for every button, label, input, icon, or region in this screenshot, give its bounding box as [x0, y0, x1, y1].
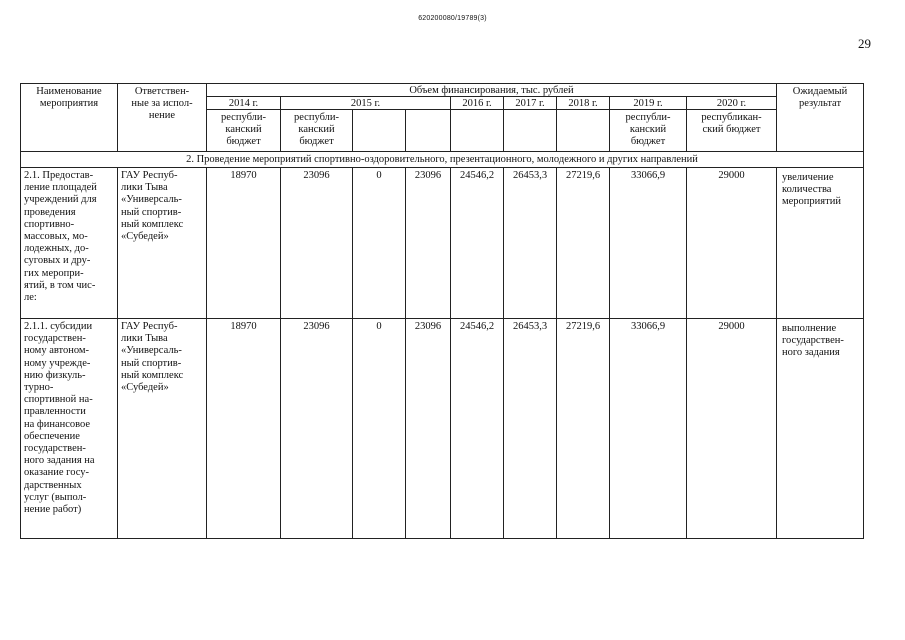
year-2014: 2014 г. — [228, 98, 259, 109]
value-2015-budget: 23096 — [303, 170, 330, 181]
value-2020: 29000 — [718, 170, 745, 181]
value-2015-col3: 23096 — [414, 170, 442, 181]
year-2016: 2016 г. — [462, 98, 492, 109]
value-2019: 33066,9 — [630, 170, 666, 181]
row-result: увеличение количества мероприятий — [782, 172, 841, 208]
value-2018: 27219,6 — [565, 321, 601, 332]
header-funding: Объем финансирования, тыс. рублей — [409, 85, 574, 96]
year-2015: 2015 г. — [350, 98, 381, 109]
row-name: 2.1. Предостав- ление площадей учреждений для проведения спортивно- массовых, мо- лодежных, до- суговых и дру- гих меропри- ятий, в том чис- ле: — [24, 170, 97, 304]
year-2018: 2018 г. — [568, 98, 598, 109]
value-2015-col2: 0 — [376, 321, 382, 332]
value-2017: 26453,3 — [512, 170, 548, 181]
value-2019: 33066,9 — [630, 321, 666, 332]
value-2015-budget: 23096 — [303, 321, 330, 332]
value-2014: 18970 — [230, 170, 257, 181]
header-responsible-column: Ответствен- ные за испол- нение — [131, 86, 193, 122]
subheader-2019-budget: республи- канский бюджет — [625, 112, 671, 148]
subheader-2015-budget: республи- канский бюджет — [294, 112, 339, 148]
row-result: выполнение государствен- ного задания — [782, 323, 844, 359]
subheader-2020-budget: республикан- ский бюджет — [701, 112, 762, 136]
value-2016: 24546,2 — [459, 170, 495, 181]
header-name-column: Наименование мероприятия — [36, 86, 102, 110]
value-2017: 26453,3 — [512, 321, 548, 332]
year-2017: 2017 г. — [515, 98, 545, 109]
year-2019: 2019 г. — [633, 98, 663, 109]
subheader-2014-budget: республи- канский бюджет — [221, 112, 266, 148]
row-responsible: ГАУ Респуб- лики Тыва «Универсаль- ный спортив- ный комплекс «Субедей» — [121, 170, 184, 243]
row-responsible: ГАУ Респуб- лики Тыва «Универсаль- ный спортив- ный комплекс «Субедей» — [121, 321, 184, 394]
document-id: 620200080/19789(3) — [418, 15, 487, 22]
value-2016: 24546,2 — [459, 321, 495, 332]
value-2020: 29000 — [718, 321, 745, 332]
year-2020: 2020 г. — [716, 98, 747, 109]
value-2014: 18970 — [230, 321, 257, 332]
section-title: 2. Проведение мероприятий спортивно-оздоровительного, презентационного, молодежного и других направлений — [186, 154, 698, 165]
value-2015-col2: 0 — [376, 170, 382, 181]
row-name: 2.1.1. субсидии государствен- ному автоном- ному учрежде- нию физкуль- турно- спортивной на- правленности на финансовое обеспечение государствен- ного задания на оказание госу- дарственных услуг (выпол- нение работ) — [24, 321, 95, 516]
value-2018: 27219,6 — [565, 170, 601, 181]
value-2015-col3: 23096 — [414, 321, 442, 332]
header-result-column: Ожидаемый результат — [792, 86, 848, 110]
page-number: 29 — [858, 36, 871, 51]
